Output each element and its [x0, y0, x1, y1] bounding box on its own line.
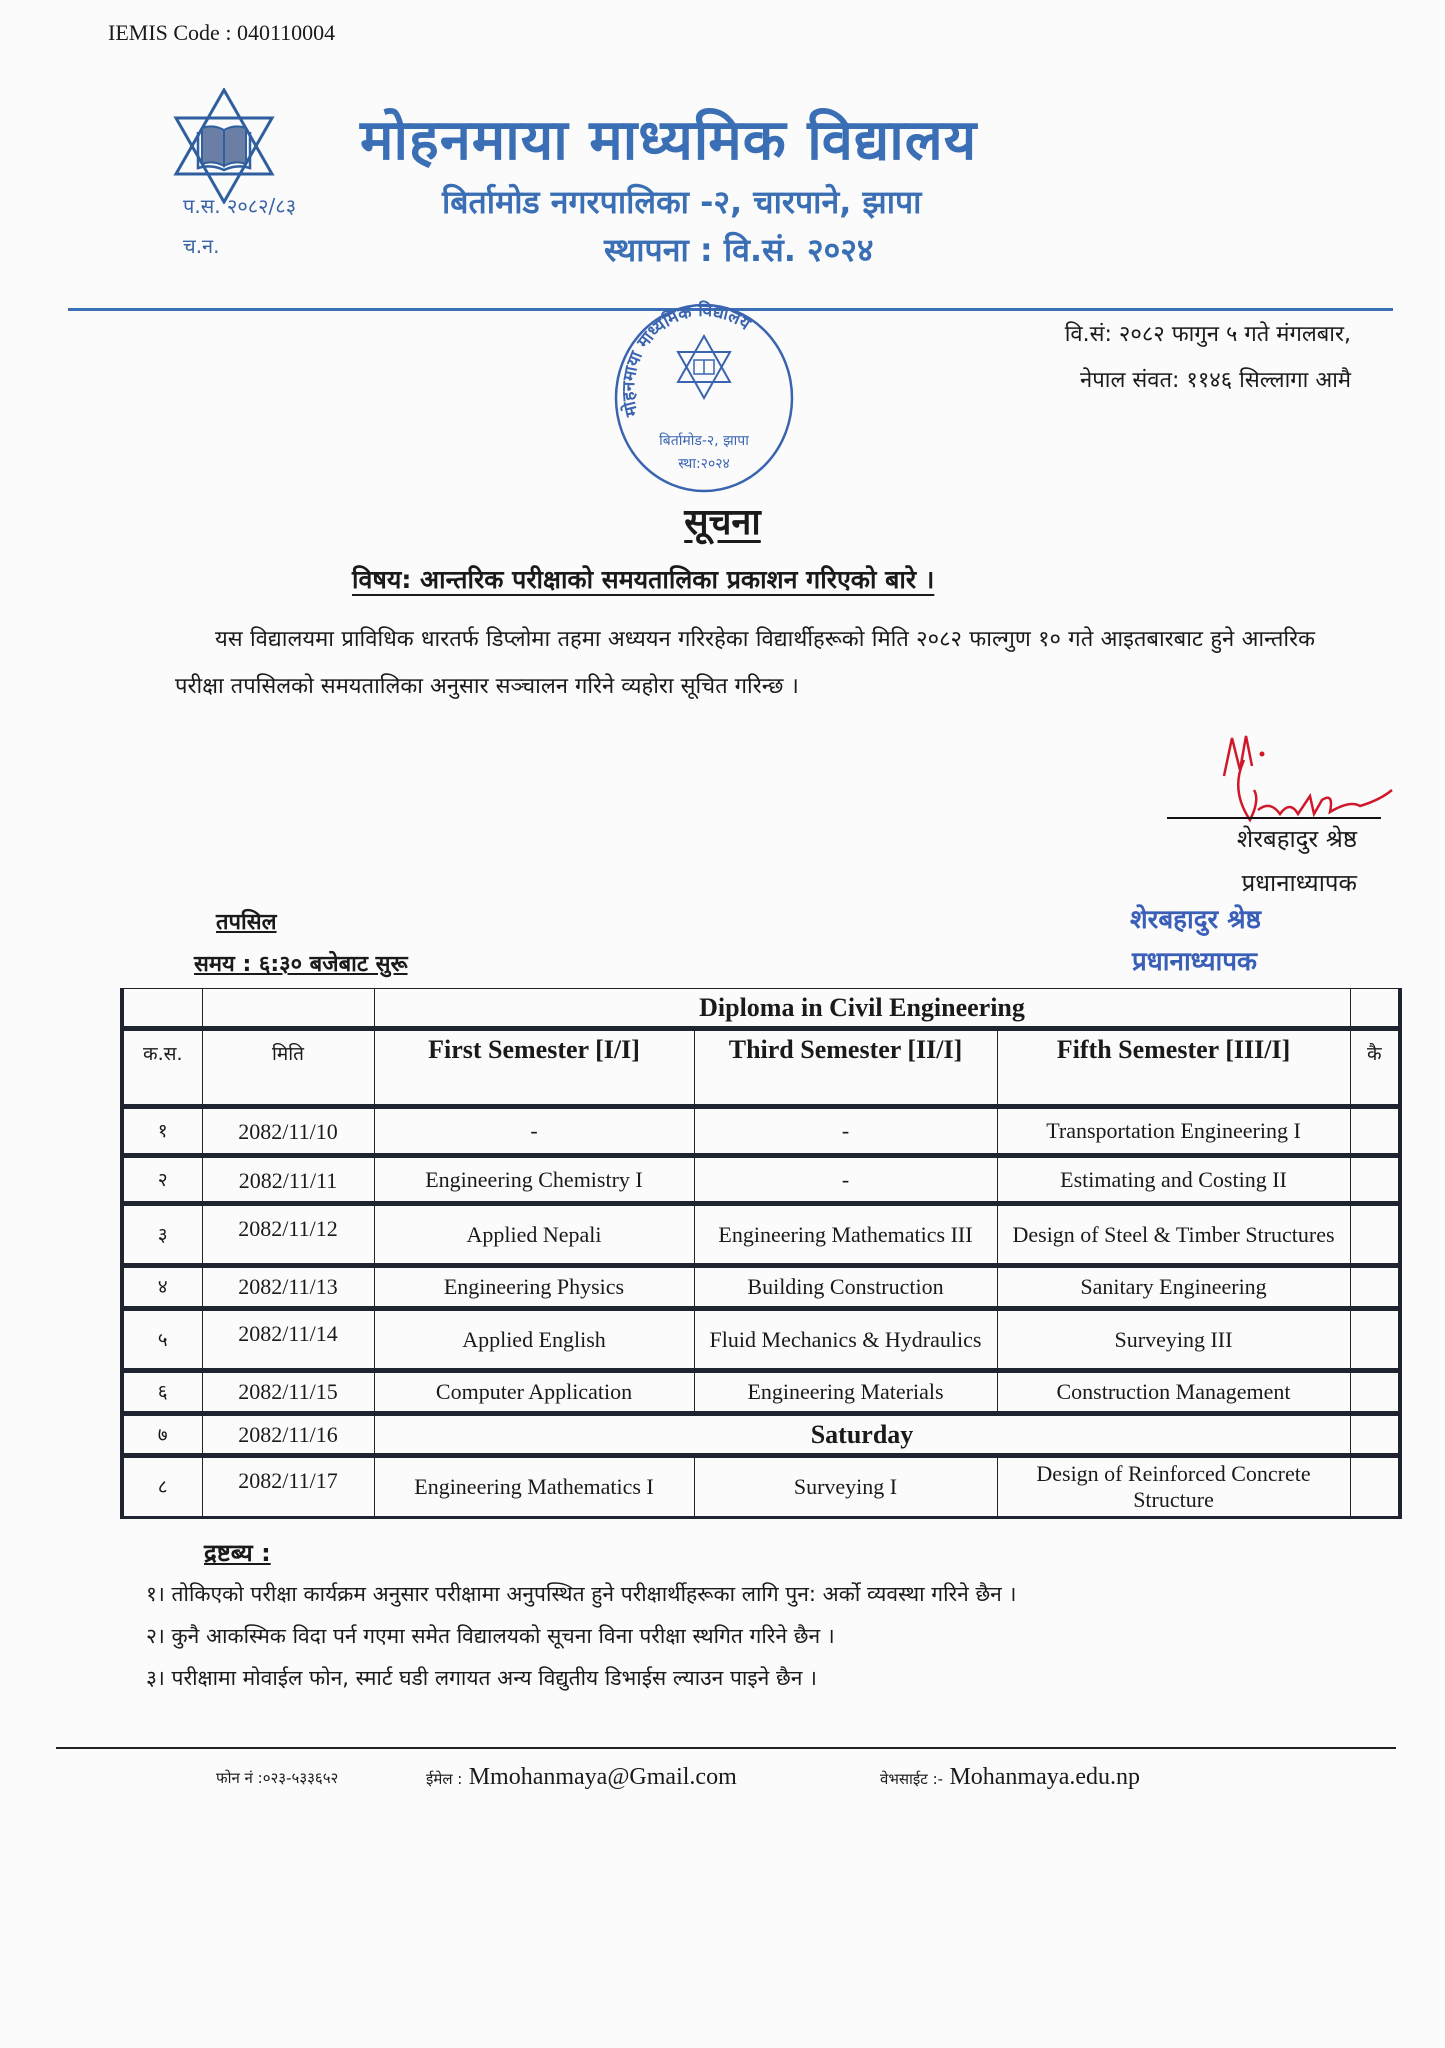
signatory-name: शेरबहादुर श्रेष्ठ	[1236, 825, 1357, 853]
row-third-semester: -	[694, 1107, 997, 1156]
row-date: 2082/11/15	[202, 1371, 374, 1414]
footer-phone	[216, 1764, 338, 1788]
schedule-label: तपसिल	[216, 910, 277, 935]
row-date: 2082/11/10	[202, 1107, 374, 1156]
column-header-fifth-semester: Fifth Semester [III/I]	[997, 1029, 1350, 1107]
school-name: मोहनमाया माध्यमिक विद्यालय	[360, 108, 978, 173]
notes-heading: द्रष्टब्य :	[204, 1539, 271, 1567]
holiday-label: Saturday	[374, 1414, 1350, 1456]
signature-line	[1167, 817, 1259, 819]
exam-schedule-table	[120, 988, 1398, 1519]
row-first-semester: Engineering Mathematics I	[374, 1456, 694, 1518]
row-date: 2082/11/14	[202, 1309, 374, 1371]
row-remarks	[1350, 1414, 1400, 1456]
row-date: 2082/11/17	[202, 1456, 374, 1518]
dispatch-number: च.न.	[183, 234, 220, 258]
row-sn: ४	[122, 1266, 202, 1309]
column-header-third-semester: Third Semester [II/I]	[694, 1029, 997, 1107]
note-item: १। तोकिएको परीक्षा कार्यक्रम अनुसार परीक्षामा अनुपस्थित हुने परीक्षार्थीहरूका लागि पुन: अर्को व्यवस्था गरिने छैन ।	[146, 1582, 1017, 1606]
row-sn: ५	[122, 1309, 202, 1371]
website-label: वेभसाईट :-	[880, 1770, 944, 1788]
notice-title: सूचना	[684, 502, 761, 543]
row-sn: ७	[122, 1414, 202, 1456]
row-third-semester: Building Construction	[694, 1266, 997, 1309]
school-seal	[610, 300, 798, 496]
note-item: २। कुनै आकस्मिक विदा पर्न गएमा समेत विद्यालयको सूचना विना परीक्षा स्थगित गरिने छैन ।	[146, 1624, 835, 1648]
notice-body: यस विद्यालयमा प्राविधिक धारतर्फ डिप्लोमा तहमा अध्ययन गरिरहेका विद्यार्थीहरूको मिति २०८२ फाल्गुण १० गते आइतबारबाट हुने आन्तरिक परीक्षा तपसिलको समयतालिका अनुसार सञ्चालन गरिने व्यहोरा सूचित गरिन्छ ।	[175, 627, 1315, 699]
column-header-sn: क.स.	[122, 1029, 202, 1107]
signatory-designation: प्रधानाध्यापक	[1241, 869, 1357, 897]
iemis-code: IEMIS Code : 040110004	[108, 20, 336, 45]
row-first-semester: -	[374, 1107, 694, 1156]
row-first-semester: Engineering Physics	[374, 1266, 694, 1309]
svg-text:मोहनमाया माध्यमिक विद्यालय	[619, 300, 755, 419]
row-date: 2082/11/13	[202, 1266, 374, 1309]
exam-start-time: समय : ६:३० बजेबाट सुरू	[194, 952, 408, 977]
phone-label: फोन नं :	[216, 1769, 263, 1787]
row-fifth-semester: Estimating and Costing II	[997, 1156, 1350, 1204]
school-logo-star-book-icon	[168, 88, 280, 204]
row-date: 2082/11/12	[202, 1204, 374, 1266]
footer-website	[880, 1764, 1140, 1791]
row-sn: २	[122, 1156, 202, 1204]
row-remarks	[1350, 1371, 1400, 1414]
website-url: Mohanmaya.edu.np	[949, 1764, 1141, 1790]
row-date: 2082/11/16	[202, 1414, 374, 1456]
row-third-semester: Engineering Materials	[694, 1371, 997, 1414]
row-sn: ३	[122, 1204, 202, 1266]
table-row	[122, 1371, 1400, 1414]
date-nepal-sambat: नेपाल संवत: ११४६ सिल्लागा आमै	[1080, 368, 1351, 393]
date-vikram-sambat: वि.सं: २०८२ फागुन ५ गते मंगलबार,	[1064, 322, 1351, 347]
seal-ring-text: मोहनमाया माध्यमिक विद्यालय	[618, 300, 754, 419]
column-header-first-semester: First Semester [I/I]	[374, 1029, 694, 1107]
footer-email	[426, 1764, 737, 1791]
table-row	[122, 1309, 1400, 1371]
row-fifth-semester: Design of Reinforced Concrete Structure	[997, 1456, 1350, 1518]
row-first-semester: Computer Application	[374, 1371, 694, 1414]
row-third-semester: -	[694, 1156, 997, 1204]
row-remarks	[1350, 1107, 1400, 1156]
table-header-row	[122, 1029, 1400, 1107]
table-row	[122, 1156, 1400, 1204]
row-fifth-semester: Design of Steel & Timber Structures	[997, 1204, 1350, 1266]
seal-est: स्था:२०२४	[678, 456, 730, 472]
row-remarks	[1350, 1204, 1400, 1266]
footer-divider	[56, 1747, 1396, 1749]
column-header-remarks: कै	[1350, 1029, 1400, 1107]
notice-subject: विषय: आन्तरिक परीक्षाको समयतालिका प्रकाशन गरिएको बारे ।	[352, 565, 935, 594]
table-row-holiday	[122, 1414, 1400, 1456]
phone-number: ०२३-५३३६५२	[262, 1769, 339, 1787]
seal-place: बिर्तामोड-२, झापा	[659, 433, 749, 449]
email-address: Mmohanmaya@Gmail.com	[468, 1764, 737, 1790]
row-first-semester: Applied Nepali	[374, 1204, 694, 1266]
row-remarks	[1350, 1456, 1400, 1518]
note-item: ३। परीक्षामा मोवाईल फोन, स्मार्ट घडी लगायत अन्य विद्युतीय डिभाईस ल्याउन पाइने छैन ।	[146, 1666, 817, 1690]
row-sn: ८	[122, 1456, 202, 1518]
table-row	[122, 1266, 1400, 1309]
ref-fiscal-year: प.स. २०८२/८३	[183, 194, 297, 218]
signature-line	[1259, 817, 1381, 819]
table-row	[122, 1107, 1400, 1156]
row-fifth-semester: Sanitary Engineering	[997, 1266, 1350, 1309]
row-remarks	[1350, 1156, 1400, 1204]
row-third-semester: Fluid Mechanics & Hydraulics	[694, 1309, 997, 1371]
table-title-row	[122, 989, 1400, 1029]
school-established: स्थापना : वि.सं. २०२४	[604, 231, 874, 269]
table-cell	[202, 989, 374, 1029]
program-title: Diploma in Civil Engineering	[374, 989, 1350, 1029]
row-remarks	[1350, 1309, 1400, 1371]
row-remarks	[1350, 1266, 1400, 1309]
stamp-designation: प्रधानाध्यापक	[1132, 947, 1258, 977]
stamp-name: शेरबहादुर श्रेष्ठ	[1130, 905, 1261, 935]
row-fifth-semester: Surveying III	[997, 1309, 1350, 1371]
table-row	[122, 1204, 1400, 1266]
row-fifth-semester: Transportation Engineering I	[997, 1107, 1350, 1156]
row-third-semester: Surveying I	[694, 1456, 997, 1518]
row-fifth-semester: Construction Management	[997, 1371, 1350, 1414]
row-first-semester: Applied English	[374, 1309, 694, 1371]
email-label: ईमेल :	[426, 1770, 463, 1788]
row-date: 2082/11/11	[202, 1156, 374, 1204]
column-header-date: मिति	[202, 1029, 374, 1107]
table-cell	[122, 989, 202, 1029]
table-cell	[1350, 989, 1400, 1029]
row-third-semester: Engineering Mathematics III	[694, 1204, 997, 1266]
row-first-semester: Engineering Chemistry I	[374, 1156, 694, 1204]
row-sn: ६	[122, 1371, 202, 1414]
table-row	[122, 1456, 1400, 1518]
row-sn: १	[122, 1107, 202, 1156]
school-address: बिर्तामोड नगरपालिका -२, चारपाने, झापा	[442, 183, 922, 221]
